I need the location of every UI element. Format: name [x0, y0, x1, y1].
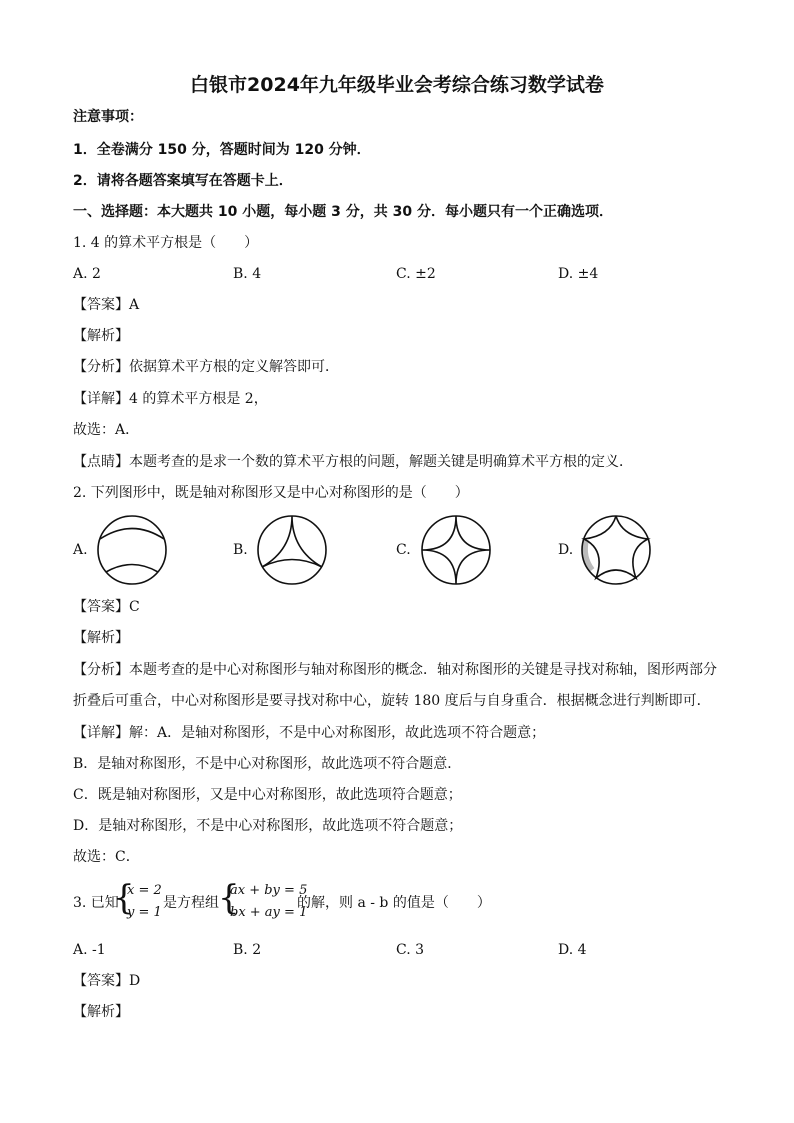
q3-given-solution: [127, 880, 162, 924]
q1-jiexi-label: 【解析】: [73, 328, 129, 344]
q2-detail-c: C．既是轴对称图形，又是中心对称图形，故此选项符合题意；: [73, 787, 462, 803]
q3-equation-1: ax + by = 5: [230, 883, 308, 898]
notice-item-2: 2．请将各题答案填写在答题卡上．: [73, 173, 293, 189]
q3-mid-text: 是方程组: [163, 895, 219, 911]
section-heading: 一、选择题：本大题共 10 小题，每小题 3 分，共 30 分．每小题只有一个正确选项．: [73, 204, 613, 220]
q1-option-c: C. ±2: [396, 266, 436, 282]
q3-option-d: D. 4: [558, 942, 587, 958]
brace-icon: {: [113, 878, 135, 918]
q3-jiexi-label: 【解析】: [73, 1004, 129, 1020]
q3-equation-2: bx + ay = 1: [230, 905, 308, 920]
q1-option-b: B. 4: [233, 266, 262, 282]
q2-conclusion: 故选：C．: [73, 849, 140, 865]
circle-with-three-cusps-icon: [254, 512, 334, 588]
q3-equation-system: [230, 880, 307, 924]
q2-answer: 【答案】C: [73, 599, 140, 615]
q3-prefix: 3. 已知: [73, 895, 119, 911]
q3-answer: 【答案】D: [73, 973, 141, 989]
q3-given-y: y = 1: [127, 905, 162, 920]
q3-option-c: C. 3: [396, 942, 425, 958]
q3-option-a: A. -1: [73, 942, 106, 958]
q1-analysis: 【分析】依据算术平方根的定义解答即可．: [73, 359, 339, 375]
q2-detail-d: D．是轴对称图形，不是中心对称图形，故此选项不符合题意；: [73, 818, 463, 834]
q1-stem: 1. 4 的算术平方根是（ ）: [73, 235, 259, 251]
q2-option-a-label: A.: [73, 542, 88, 558]
q2-analysis-line-2: 折叠后可重合，中心对称图形是要寻找对称中心，旋转 180 度后与自身重合．根据概念进行判断即可．: [73, 693, 711, 709]
notice-heading: 注意事项：: [73, 109, 143, 125]
q2-detail-b: B．是轴对称图形，不是中心对称图形，故此选项不符合题意．: [73, 756, 462, 772]
q2-stem: 2. 下列图形中，既是轴对称图形又是中心对称图形的是（ ）: [73, 485, 469, 501]
q2-option-b-label: B.: [233, 542, 248, 558]
q1-option-d: D. ±4: [558, 266, 599, 282]
q3-option-b: B. 2: [233, 942, 262, 958]
q1-option-a: A. 2: [73, 266, 101, 282]
circle-with-four-cusps-icon: [418, 512, 498, 588]
q1-answer: 【答案】A: [73, 297, 140, 313]
q2-jiexi-label: 【解析】: [73, 630, 129, 646]
q2-detail-a: 【详解】解：A．是轴对称图形，不是中心对称图形，故此选项不符合题意；: [73, 725, 546, 741]
notice-item-1: 1．全卷满分 150 分，答题时间为 120 分钟．: [73, 142, 371, 158]
q1-comment: 【点睛】本题考查的是求一个数的算术平方根的问题，解题关键是明确算术平方根的定义．: [73, 454, 633, 470]
q2-option-d-label: D.: [558, 542, 574, 558]
page-title: 白银市2024年九年级毕业会考综合练习数学试卷: [190, 74, 604, 96]
brace-icon: {: [218, 878, 240, 918]
q1-conclusion: 故选：A．: [73, 422, 140, 438]
circle-with-two-arcs-icon: [94, 512, 174, 588]
q3-given-x: x = 2: [127, 883, 162, 898]
circle-with-five-cusps-icon: [578, 512, 658, 588]
q3-suffix: 的解，则 a - b 的值是（ ）: [297, 895, 491, 911]
q2-analysis-line-1: 【分析】本题考查的是中心对称图形与轴对称图形的概念．轴对称图形的关键是寻找对称轴，图形两部分: [73, 662, 717, 678]
q1-detail: 【详解】4 的算术平方根是 2，: [73, 391, 268, 407]
q2-option-c-label: C.: [396, 542, 411, 558]
